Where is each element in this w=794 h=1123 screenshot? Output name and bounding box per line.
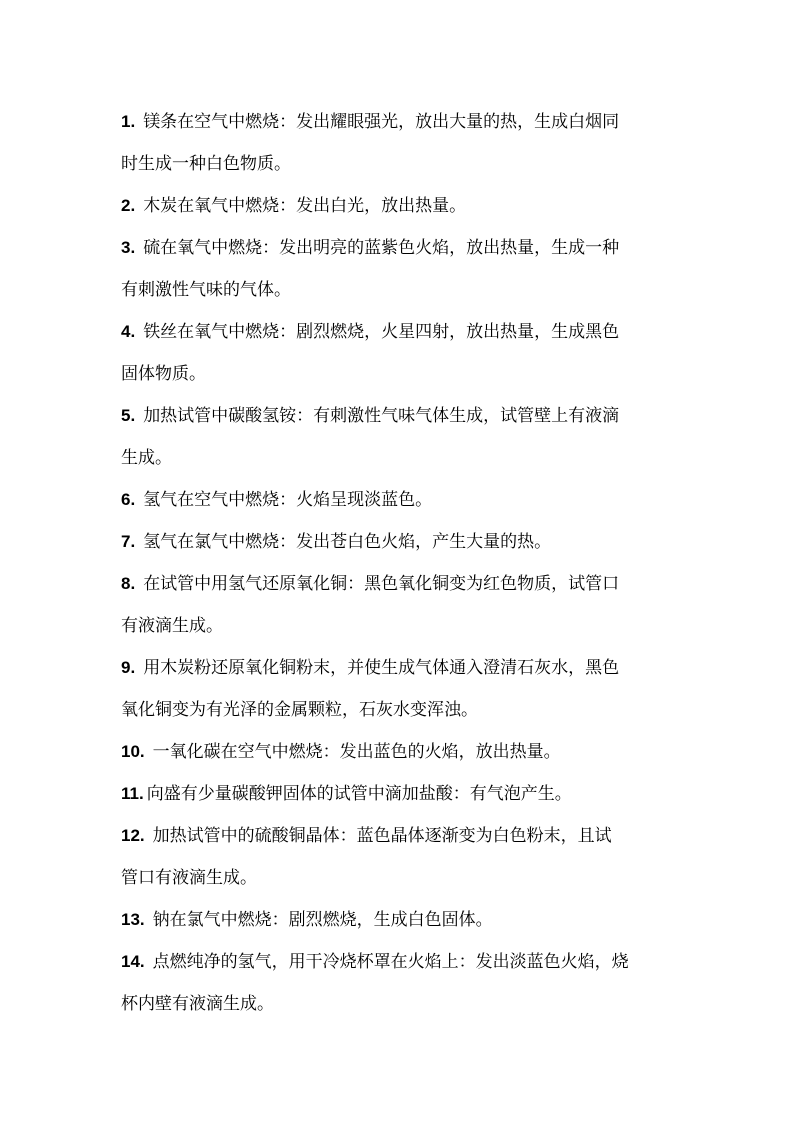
list-item bbox=[121, 185, 681, 227]
item-line bbox=[121, 311, 681, 353]
item-text: 镁条在空气中燃烧：发出耀眼强光，放出大量的热，生成白烟同 bbox=[143, 112, 620, 132]
item-number: 14. bbox=[121, 952, 145, 971]
item-text: 木炭在氧气中燃烧：发出白光，放出热量。 bbox=[143, 196, 467, 216]
item-number: 13. bbox=[121, 910, 145, 929]
list-item bbox=[121, 647, 681, 731]
item-line bbox=[121, 815, 681, 857]
item-line bbox=[121, 941, 681, 983]
list-item bbox=[121, 899, 681, 941]
item-line bbox=[121, 101, 681, 143]
item-line bbox=[121, 395, 681, 437]
item-line bbox=[121, 983, 681, 1025]
item-number: 10. bbox=[121, 742, 145, 761]
list-item bbox=[121, 395, 681, 479]
item-number: 2. bbox=[121, 196, 136, 215]
item-line bbox=[121, 269, 681, 311]
list-item bbox=[121, 563, 681, 647]
item-number: 5. bbox=[121, 406, 136, 425]
item-number: 8. bbox=[121, 574, 136, 593]
item-line bbox=[121, 899, 681, 941]
item-line bbox=[121, 857, 681, 899]
observation-list bbox=[121, 101, 681, 1025]
item-text: 管口有液滴生成。 bbox=[121, 868, 257, 888]
item-line bbox=[121, 437, 681, 479]
item-text: 杯内壁有液滴生成。 bbox=[121, 994, 274, 1014]
item-text: 向盛有少量碳酸钾固体的试管中滴加盐酸：有气泡产生。 bbox=[146, 784, 572, 804]
item-text: 生成。 bbox=[121, 448, 172, 468]
item-line bbox=[121, 647, 681, 689]
item-text: 加热试管中的硫酸铜晶体：蓝色晶体逐渐变为白色粉末，且试 bbox=[152, 826, 612, 846]
list-item bbox=[121, 227, 681, 311]
item-text: 氢气在空气中燃烧：火焰呈现淡蓝色。 bbox=[143, 490, 433, 510]
item-text: 有液滴生成。 bbox=[121, 616, 223, 636]
item-number: 11. bbox=[121, 784, 144, 803]
list-item bbox=[121, 101, 681, 185]
list-item bbox=[121, 479, 681, 521]
item-text: 加热试管中碳酸氢铵：有刺激性气味气体生成，试管壁上有液滴 bbox=[143, 406, 620, 426]
item-text: 氧化铜变为有光泽的金属颗粒，石灰水变浑浊。 bbox=[121, 700, 478, 720]
item-text: 点燃纯净的氢气，用干冷烧杯罩在火焰上：发出淡蓝色火焰，烧 bbox=[152, 952, 629, 972]
item-text: 硫在氧气中燃烧：发出明亮的蓝紫色火焰，放出热量，生成一种 bbox=[143, 238, 620, 258]
item-line bbox=[121, 731, 681, 773]
item-line bbox=[121, 563, 681, 605]
item-number: 7. bbox=[121, 532, 136, 551]
list-item bbox=[121, 311, 681, 395]
item-text: 用木炭粉还原氧化铜粉末，并使生成气体通入澄清石灰水，黑色 bbox=[143, 658, 620, 678]
item-line bbox=[121, 227, 681, 269]
list-item bbox=[121, 521, 681, 563]
item-number: 4. bbox=[121, 322, 136, 341]
item-text: 钠在氯气中燃烧：剧烈燃烧，生成白色固体。 bbox=[152, 910, 493, 930]
item-number: 12. bbox=[121, 826, 145, 845]
item-text: 一氧化碳在空气中燃烧：发出蓝色的火焰，放出热量。 bbox=[152, 742, 561, 762]
item-line bbox=[121, 689, 681, 731]
item-line bbox=[121, 521, 681, 563]
item-text: 氢气在氯气中燃烧：发出苍白色火焰，产生大量的热。 bbox=[143, 532, 552, 552]
item-line bbox=[121, 479, 681, 521]
item-number: 6. bbox=[121, 490, 136, 509]
item-text: 在试管中用氢气还原氧化铜：黑色氧化铜变为红色物质，试管口 bbox=[143, 574, 620, 594]
item-line bbox=[121, 353, 681, 395]
list-item bbox=[121, 773, 681, 815]
item-line bbox=[121, 773, 681, 815]
list-item bbox=[121, 815, 681, 899]
item-text: 铁丝在氧气中燃烧：剧烈燃烧，火星四射，放出热量，生成黑色 bbox=[143, 322, 620, 342]
item-number: 9. bbox=[121, 658, 136, 677]
item-text: 时生成一种白色物质。 bbox=[121, 154, 291, 174]
item-line bbox=[121, 185, 681, 227]
list-item bbox=[121, 941, 681, 1025]
item-line bbox=[121, 143, 681, 185]
item-text: 有刺激性气味的气体。 bbox=[121, 280, 291, 300]
item-number: 3. bbox=[121, 238, 136, 257]
item-text: 固体物质。 bbox=[121, 364, 206, 384]
item-number: 1. bbox=[121, 112, 136, 131]
list-item bbox=[121, 731, 681, 773]
item-line bbox=[121, 605, 681, 647]
